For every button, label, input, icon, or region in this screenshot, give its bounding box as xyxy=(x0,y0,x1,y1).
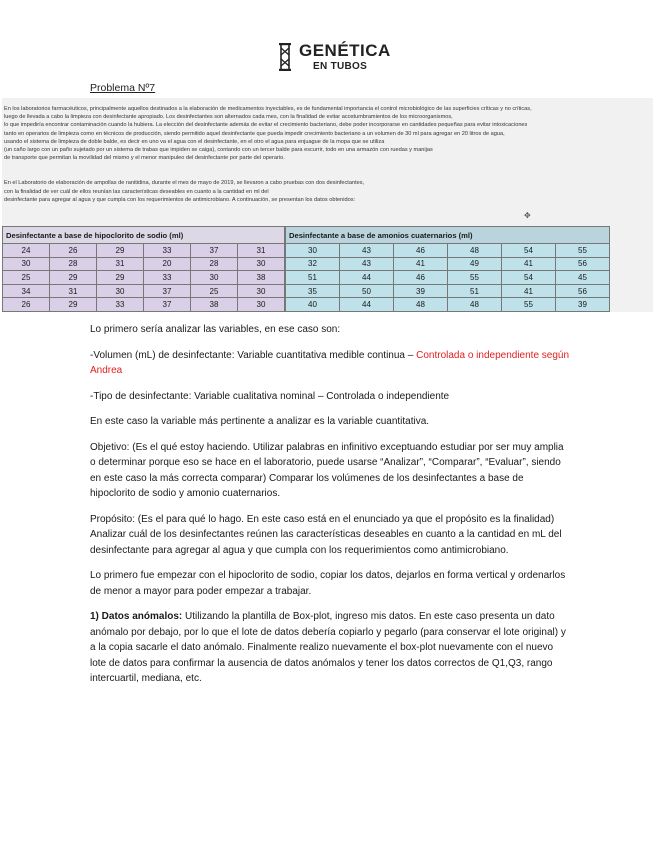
table-cell: 30 xyxy=(286,244,340,258)
intro-lines xyxy=(4,105,651,162)
table-cell: 30 xyxy=(238,257,285,271)
context-line: En el Laboratorio de elaboración de ampollas de ranitidina, durante el mes de mayo de 2019, se llevaron a cabo pruebas con dos desinfectantes, xyxy=(4,180,365,187)
test-tube-logo-icon xyxy=(277,42,293,72)
table-cell: 56 xyxy=(556,257,610,271)
table-cell: 24 xyxy=(3,244,50,258)
intro-line: usando el sistema de limpieza de doble balde, es decir en uno va el agua con el desinfectante, en el otro el agua para enjuague de la mopa que se utiliza xyxy=(4,138,385,145)
table-cell: 25 xyxy=(191,284,238,298)
table-cell: 48 xyxy=(448,244,502,258)
table-cell: 30 xyxy=(3,257,50,271)
table-cell: 48 xyxy=(394,298,448,312)
table-cell: 46 xyxy=(394,244,448,258)
objective-paragraph: Objetivo: (Es el qué estoy haciendo. Utilizar palabras en infinitivo exceptuando estudiar por ser muy amplia o determinar porque eso se hace en el laboratorio, puede usarse “Analizar”, “Comparar”, “Evaluar”, siendo en este caso la más correcta comparar) Comparar los volúmenes de los desinfectantes a base de hipoclorito de sodio y amonio cuaternarios. xyxy=(90,441,564,499)
ammonium-table-title: Desinfectante a base de amonios cuaternarios (ml) xyxy=(286,227,610,244)
problem-statement-text xyxy=(2,98,653,204)
table-cell: 34 xyxy=(3,284,50,298)
table-cell: 29 xyxy=(50,298,97,312)
variables-intro: Lo primero sería analizar las variables, en ese caso son: xyxy=(90,324,341,335)
context-lines xyxy=(4,179,651,204)
logo-title: GENÉTICA xyxy=(299,41,391,60)
problem-statement-image xyxy=(2,98,653,312)
problem-title: Problema Nº7 xyxy=(90,82,156,94)
intro-line: luego de llevada a cabo la limpieza con desinfectante apropiado. Los desinfectantes son alternados cada mes, con la finalidad de evitar acostumbramientos de los microorganismos, xyxy=(4,114,453,121)
table-cell: 29 xyxy=(97,271,144,285)
table-cell: 55 xyxy=(556,244,610,258)
table-row xyxy=(286,244,610,258)
hypochlorite-table xyxy=(2,226,285,312)
anomalous-data-heading: 1) Datos anómalos: xyxy=(90,611,183,622)
table-row xyxy=(286,284,610,298)
context-line: desinfectante para agregar al agua y que cumpla con los requerimientos de antimicrobiano. A continuación, se presentan los datos obtenidos: xyxy=(4,196,356,203)
ammonium-table xyxy=(285,226,610,312)
table-cell: 55 xyxy=(502,298,556,312)
intro-line: tanto en operarios de limpieza como en técnicos de producción, siendo permitido aquel desinfectante que pueda impedir crecimiento bacteriano a un volumen de 30 ml para agregar en 20 litros de agua, xyxy=(4,130,505,137)
variable-volume-text: -Volumen (mL) de desinfectante: Variable cuantitativa medible continua – xyxy=(90,349,417,361)
table-cell: 26 xyxy=(3,298,50,312)
table-row xyxy=(3,257,285,271)
table-cell: 31 xyxy=(97,257,144,271)
table-cell: 41 xyxy=(502,257,556,271)
table-cell: 51 xyxy=(286,271,340,285)
table-cell: 20 xyxy=(144,257,191,271)
variable-volume xyxy=(90,348,570,379)
table-cell: 29 xyxy=(97,244,144,258)
pertinent-variable: En este caso la variable más pertinente a analizar es la variable cuantitativa. xyxy=(90,416,430,427)
table-cell: 54 xyxy=(502,244,556,258)
table-cell: 45 xyxy=(556,271,610,285)
brand-logo xyxy=(277,42,391,72)
table-cell: 48 xyxy=(448,298,502,312)
table-cell: 40 xyxy=(286,298,340,312)
table-row xyxy=(3,284,285,298)
table-cell: 31 xyxy=(50,284,97,298)
table-cell: 46 xyxy=(394,271,448,285)
intro-line: En los laboratorios farmacéuticos, principalmente aquellos destinados a la elaboración de medicamentos inyectables, es de fundamental importancia el control microbiológico de las superficies críticas y no críticas, xyxy=(4,106,532,112)
table-cell: 54 xyxy=(502,271,556,285)
hypochlorite-table-title: Desinfectante a base de hipoclorito de sodio (ml) xyxy=(3,227,285,244)
table-cell: 37 xyxy=(144,298,191,312)
table-cell: 41 xyxy=(502,284,556,298)
table-cell: 32 xyxy=(286,257,340,271)
table-cell: 33 xyxy=(144,244,191,258)
table-cell: 41 xyxy=(394,257,448,271)
body-text xyxy=(90,322,570,687)
anomalous-data-text: Utilizando la plantilla de Box-plot, ingreso mis datos. En este caso presenta un dato anómalo por debajo, por lo que el lote de datos debería copiarlo y pegarlo (para conservar el lote original) y a la copia sacarle el dato anómalo. Finalmente realizo nuevamente el box-plot nuevamente con el nuevo lote de datos para confirmar la ausencia de datos anómalos y tener los datos correctos de Q1,Q3, rango intercuartil, mediana, etc. xyxy=(90,611,566,684)
table-cell: 51 xyxy=(448,284,502,298)
table-cell: 55 xyxy=(448,271,502,285)
logo-subtitle: EN TUBOS xyxy=(313,61,368,72)
purpose-paragraph: Propósito: (Es el para qué lo hago. En este caso está en el enunciado ya que el propósito es la finalidad) Analizar cuál de los desinfectantes reúnen las características deseables en cuanto a la cantidad en mL del desinfectante para agregar al agua y que cumpla con los requerimientos como antimicrobiano. xyxy=(90,513,562,556)
table-cell: 56 xyxy=(556,284,610,298)
table-cell: 25 xyxy=(3,271,50,285)
intro-line: (un caño largo con un paño sujetado por un sistema de trabas que impiden se caiga), contando con un tercer balde para escurrir, todo en una armazón con ruedas y manijas xyxy=(4,147,433,154)
intro-line: de transporte que permitan la movilidad del mismo y el menor manipuleo del desinfectante por parte del operario. xyxy=(4,155,285,162)
table-cell: 31 xyxy=(238,244,285,258)
table-cell: 30 xyxy=(97,284,144,298)
table-cell: 38 xyxy=(191,298,238,312)
table-cell: 33 xyxy=(144,271,191,285)
variable-type: -Tipo de desinfectante: Variable cualitativa nominal – Controlada o independiente xyxy=(90,390,450,402)
table-row xyxy=(286,257,610,271)
table-cell: 37 xyxy=(191,244,238,258)
table-row xyxy=(286,271,610,285)
table-row xyxy=(286,298,610,312)
variable-volume-note: Controlada o independiente según Andrea xyxy=(90,349,570,376)
table-cell: 37 xyxy=(144,284,191,298)
table-row xyxy=(3,298,285,312)
data-tables xyxy=(2,226,653,312)
table-cell: 28 xyxy=(191,257,238,271)
table-cell: 50 xyxy=(340,284,394,298)
table-cell: 29 xyxy=(50,271,97,285)
table-cell: 43 xyxy=(340,257,394,271)
intro-line: lo que impediría encontrar contaminación cuando la hubiera. La elección del desinfectante además de evitar el crecimiento bacteriano, debe poder incorporarse en cantidades pequeñas para evitar intoxicaciones xyxy=(4,122,528,129)
table-row xyxy=(3,271,285,285)
table-cell: 39 xyxy=(556,298,610,312)
table-cell: 49 xyxy=(448,257,502,271)
context-line: con la finalidad de ver cuál de ellos reunían las características deseables en cuanto a la cantidad en ml del xyxy=(4,188,269,195)
table-cell: 44 xyxy=(340,271,394,285)
table-cell: 26 xyxy=(50,244,97,258)
table-cell: 30 xyxy=(191,271,238,285)
table-cell: 30 xyxy=(238,298,285,312)
move-cursor-icon: ✥ xyxy=(524,211,531,220)
table-cell: 30 xyxy=(238,284,285,298)
anomalous-data-paragraph xyxy=(90,609,570,687)
table-cell: 38 xyxy=(238,271,285,285)
first-step-paragraph: Lo primero fue empezar con el hipoclorito de sodio, copiar los datos, dejarlos en forma vertical y ordenarlos de menor a mayor para poder empezar a trabajar. xyxy=(90,570,566,597)
table-row xyxy=(3,244,285,258)
table-cell: 35 xyxy=(286,284,340,298)
table-cell: 33 xyxy=(97,298,144,312)
table-cell: 44 xyxy=(340,298,394,312)
table-cell: 28 xyxy=(50,257,97,271)
table-cell: 39 xyxy=(394,284,448,298)
table-cell: 43 xyxy=(340,244,394,258)
